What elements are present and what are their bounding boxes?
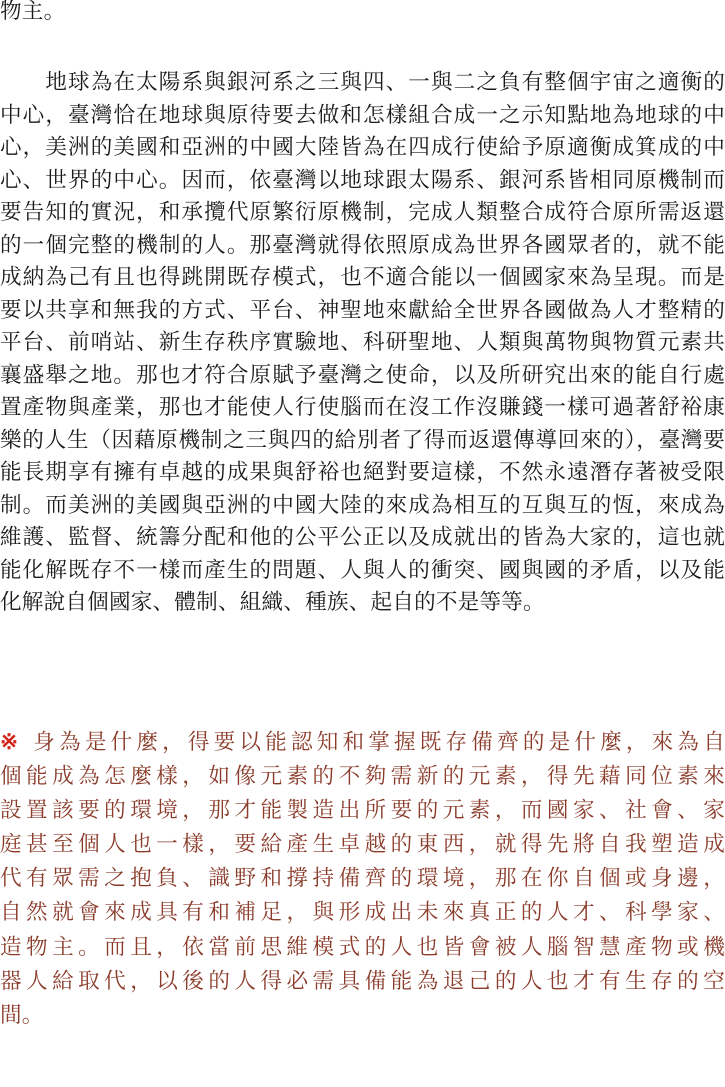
paragraph-note-highlighted bbox=[0, 726, 725, 1033]
text-line: 間。 bbox=[0, 1002, 44, 1028]
text-line: 個能成為怎麼樣，如像元素的不夠需新的元素，得先藉同位素來 bbox=[0, 764, 725, 790]
paragraph-continuation bbox=[0, 0, 725, 29]
text-line: 成納為己有且也得跳開既存模式，也不適合能以一個國家來為呈現。而是 bbox=[0, 265, 725, 290]
text-line: 代有眾需之抱負、識野和撐持備齊的環境，那在你自個或身邊， bbox=[0, 866, 725, 892]
text-line bbox=[0, 726, 725, 760]
text-line: 襄盛舉之地。那也才符合原賦予臺灣之使命，以及所研究出來的能自行處 bbox=[0, 362, 725, 388]
text-line: 制。而美洲的美國與亞洲的中國大陸的來成為相互的互與互的恆，來成為 bbox=[0, 492, 725, 518]
text-line: 要告知的實況，和承攬代原繁衍原機制，完成人類整合成符合原所需返還 bbox=[0, 200, 725, 225]
text-line: 維護、監督、統籌分配和他的公平公正以及成就出的皆為大家的，這也就 bbox=[0, 525, 725, 550]
text-line: 設置該要的環境，那才能製造出所要的元素，而國家、社會、家 bbox=[0, 798, 725, 824]
reference-mark-icon: ※ bbox=[0, 730, 23, 755]
text-line: 器人給取代，以後的人得必需具備能為退己的人也才有生存的空 bbox=[0, 968, 725, 994]
text-line: 中心，臺灣恰在地球與原待要去做和怎樣組合成一之示知點地為地球的中 bbox=[0, 102, 725, 128]
text-line: 庭甚至個人也一樣，要給產生卓越的東西，就得先將自我塑造成 bbox=[0, 832, 725, 858]
text-line: 平台、前哨站、新生存秩序實驗地、科研聖地、人類與萬物與物質元素共 bbox=[0, 330, 725, 355]
text-line: 的一個完整的機制的人。那臺灣就得依照原成為世界各國眾者的，就不能 bbox=[0, 232, 725, 258]
text-line: 要以共享和無我的方式、平台、神聖地來獻給全世界各國做為人才整精的 bbox=[0, 297, 725, 323]
text-line: 心、世界的中心。因而，依臺灣以地球跟太陽系、銀河系皆相同原機制而 bbox=[0, 167, 725, 193]
text-line: 能化解既存不一樣而產生的問題、人與人的衝突、國與國的矛盾，以及能 bbox=[0, 557, 725, 583]
text-line: 樂的人生（因藉原機制之三與四的給別者了得而返還傳導回來的），臺灣要 bbox=[0, 427, 725, 453]
text-line: 能長期享有擁有卓越的成果與舒裕也絕對要這樣，不然永遠潛存著被受限 bbox=[0, 460, 725, 485]
text-line: 地球為在太陽系與銀河系之三與四、一與二之負有整個宇宙之適衡的 bbox=[0, 70, 725, 95]
note-first-line-text: 身為是什麼，得要以能認知和掌握既存備齊的是什麼，來為自 bbox=[22, 730, 725, 755]
text-line: 置產物與產業，那也才能使人行使腦而在沒工作沒賺錢一樣可過著舒裕康 bbox=[0, 395, 725, 420]
text-line: 心，美洲的美國和亞洲的中國大陸皆為在四成行使給予原適衡成箕成的中 bbox=[0, 135, 725, 160]
text-line: 化解說自個國家、體制、組織、種族、起自的不是等等。 bbox=[0, 590, 545, 615]
text-line: 造物主。而且，依當前思維模式的人也皆會被人腦智慧產物或機 bbox=[0, 934, 725, 960]
text-line: 自然就會來成具有和補足，與形成出未來真正的人才、科學家、 bbox=[0, 900, 725, 926]
text-line: 物主。 bbox=[0, 0, 66, 24]
paragraph-taiwan-center bbox=[0, 67, 725, 620]
